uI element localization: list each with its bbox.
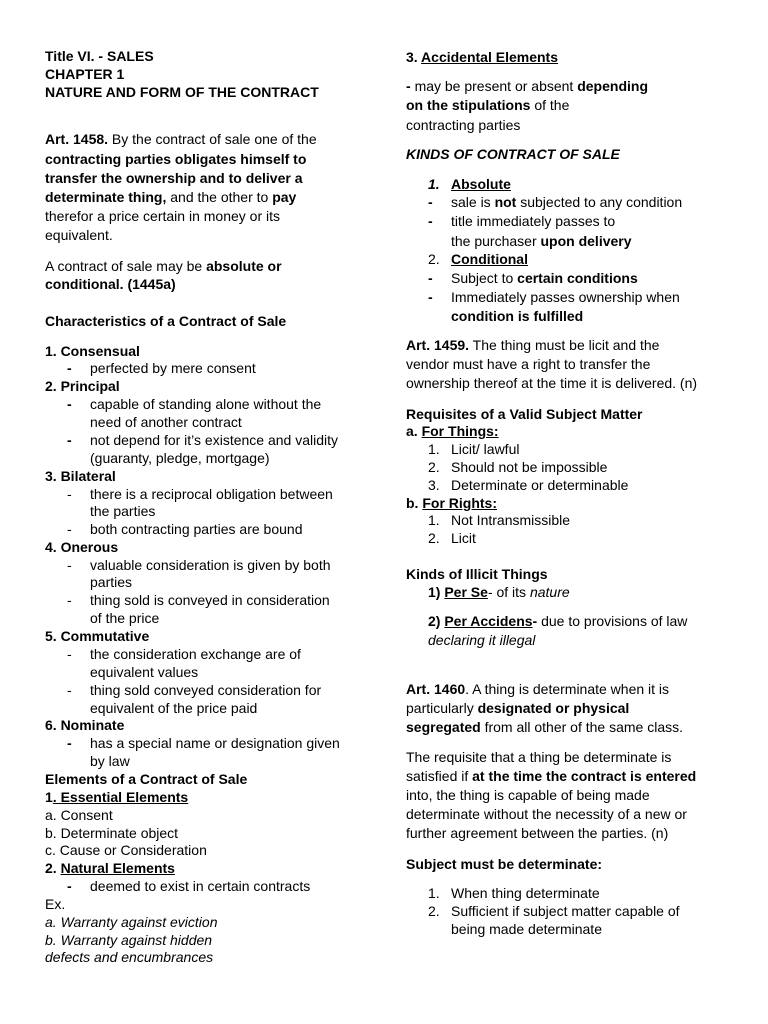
essential-item: a. Consent: [45, 807, 113, 823]
char-item: there is a reciprocal obligation between: [90, 486, 333, 502]
char-principal: 2. Principal: [45, 378, 120, 394]
requisite-para-line1: The requisite that a thing be determinate is: [406, 749, 672, 765]
char-item: (guaranty, pledge, mortgage): [90, 450, 270, 466]
subject-item: When thing determinate: [451, 885, 600, 901]
chapter-line: CHAPTER 1: [45, 66, 125, 82]
for-rights-heading: b. For Rights:: [406, 495, 497, 511]
list-number: 3.: [428, 477, 440, 493]
art1459-line3: ownership thereof at the time it is delivered. (n): [406, 375, 698, 391]
requisite-para-line3: into, the thing is capable of being made: [406, 787, 650, 803]
requisites-heading: Requisites of a Valid Subject Matter: [406, 406, 643, 422]
kind-item: Subject to certain conditions: [451, 270, 638, 286]
kind-item: Immediately passes ownership when: [451, 289, 680, 305]
art1460-line1: Art. 1460. A thing is determinate when it is: [406, 681, 670, 697]
accidental-elements-heading: 3. Accidental Elements: [406, 49, 558, 65]
bullet-dash: -: [67, 360, 72, 376]
art1458-line4: determinate thing, and the other to pay: [45, 189, 297, 205]
list-number: 1.: [428, 176, 440, 192]
requisite-item: Licit: [451, 530, 476, 546]
char-nominate: 6. Nominate: [45, 717, 125, 733]
bullet-dash: -: [67, 878, 72, 894]
illicit-heading: Kinds of Illicit Things: [406, 566, 548, 582]
bullet-dash: -: [67, 432, 72, 448]
art1458-line3: transfer the ownership and to deliver a: [45, 170, 303, 186]
illicit-per-accidens: 2) Per Accidens- due to provisions of law: [428, 613, 688, 629]
requisite-item: Licit/ lawful: [451, 441, 520, 457]
char-item: valuable consideration is given by both: [90, 557, 331, 573]
art1458-line2: contracting parties obligates himself to: [45, 151, 307, 167]
bullet-dash: -: [428, 289, 433, 305]
art1459-line2: vendor must have a right to transfer the: [406, 356, 651, 372]
art1460-line2: particularly designated or physical: [406, 700, 630, 716]
characteristics-heading: Characteristics of a Contract of Sale: [45, 313, 287, 329]
list-number: 2.: [428, 251, 440, 267]
title-line: Title VI. - SALES: [45, 48, 154, 64]
bullet-dash: -: [67, 646, 72, 662]
natural-elements-heading: 2. Natural Elements: [45, 860, 175, 876]
illicit-per-se: 1) Per Se- of its nature: [428, 584, 570, 600]
list-number: 1.: [428, 885, 440, 901]
essential-item: c. Cause or Consideration: [45, 842, 207, 858]
bullet-dash: -: [428, 213, 433, 229]
art1460-line3: segregated from all other of the same class.: [406, 719, 684, 735]
list-number: 2.: [428, 530, 440, 546]
subject-item: Sufficient if subject matter capable of: [451, 903, 680, 919]
char-item: by law: [90, 753, 130, 769]
accidental-line2: on the stipulations of the: [406, 97, 570, 113]
char-item: equivalent of the price paid: [90, 700, 258, 716]
char-item: the consideration exchange are of: [90, 646, 301, 662]
bullet-dash: -: [428, 270, 433, 286]
kind-item: condition is fulfilled: [451, 308, 584, 324]
may-be-line2: conditional. (1445a): [45, 276, 176, 292]
char-onerous: 4. Onerous: [45, 539, 119, 555]
char-item: not depend for it’s existence and validity: [90, 432, 339, 448]
bullet-dash: -: [67, 592, 72, 608]
requisite-item: Determinate or determinable: [451, 477, 629, 493]
char-item: has a special name or designation given: [90, 735, 340, 751]
example-a: a. Warranty against eviction: [45, 914, 218, 930]
kind-item: sale is not subjected to any condition: [451, 194, 683, 210]
art1458-line5: therefor a price certain in money or its: [45, 208, 280, 224]
list-number: 2.: [428, 459, 440, 475]
art1459-line1: Art. 1459. The thing must be licit and the: [406, 337, 660, 353]
requisite-para-line5: further agreement between the parties. (n): [406, 825, 669, 841]
list-number: 1.: [428, 441, 440, 457]
may-be-line1: A contract of sale may be absolute or: [45, 258, 282, 274]
chapter-title: NATURE AND FORM OF THE CONTRACT: [45, 84, 319, 100]
char-item: both contracting parties are bound: [90, 521, 303, 537]
char-item: the parties: [90, 503, 156, 519]
bullet-dash: -: [67, 682, 72, 698]
art1458-line6: equivalent.: [45, 227, 113, 243]
essential-elements-heading: 1. Essential Elements: [45, 789, 189, 805]
example-b2: defects and encumbrances: [45, 949, 214, 965]
kind-item: title immediately passes to: [451, 213, 616, 229]
char-item: capable of standing alone without the: [90, 396, 322, 412]
char-item: need of another contract: [90, 414, 242, 430]
char-item: perfected by mere consent: [90, 360, 256, 376]
art1458-line1: Art. 1458. By the contract of sale one of the: [45, 131, 317, 147]
char-commutative: 5. Commutative: [45, 628, 150, 644]
char-bilateral: 3. Bilateral: [45, 468, 116, 484]
bullet-dash: -: [67, 735, 72, 751]
requisite-para-line2: satisfied if at the time the contract is entered: [406, 768, 697, 784]
char-item: thing sold conveyed consideration for: [90, 682, 322, 698]
requisite-para-line4: determinate without the necessity of a new or: [406, 806, 687, 822]
char-item: thing sold is conveyed in consideration: [90, 592, 330, 608]
example-label: Ex.: [45, 896, 66, 912]
natural-item: deemed to exist in certain contracts: [90, 878, 311, 894]
bullet-dash: -: [67, 521, 72, 537]
char-item: equivalent values: [90, 664, 199, 680]
illicit-per-accidens-2: declaring it illegal: [428, 632, 536, 648]
requisite-item: Should not be impossible: [451, 459, 608, 475]
bullet-dash: -: [67, 557, 72, 573]
bullet-dash: -: [67, 396, 72, 412]
list-number: 1.: [428, 512, 440, 528]
kind-absolute: Absolute: [451, 176, 511, 192]
elements-heading: Elements of a Contract of Sale: [45, 771, 248, 787]
subject-item: being made determinate: [451, 921, 602, 937]
subject-heading: Subject must be determinate:: [406, 856, 603, 872]
essential-item: b. Determinate object: [45, 825, 179, 841]
example-b1: b. Warranty against hidden: [45, 932, 213, 948]
requisite-item: Not Intransmissible: [451, 512, 571, 528]
bullet-dash: -: [428, 194, 433, 210]
list-number: 2.: [428, 903, 440, 919]
char-consensual: 1. Consensual: [45, 343, 140, 359]
kinds-heading: KINDS OF CONTRACT OF SALE: [406, 146, 620, 162]
char-item: of the price: [90, 610, 160, 626]
kind-item: the purchaser upon delivery: [451, 233, 632, 249]
kind-conditional: Conditional: [451, 251, 528, 267]
char-item: parties: [90, 574, 133, 590]
accidental-line1: - may be present or absent depending: [406, 78, 648, 94]
for-things-heading: a. For Things:: [406, 423, 499, 439]
bullet-dash: -: [67, 486, 72, 502]
accidental-line3: contracting parties: [406, 117, 521, 133]
